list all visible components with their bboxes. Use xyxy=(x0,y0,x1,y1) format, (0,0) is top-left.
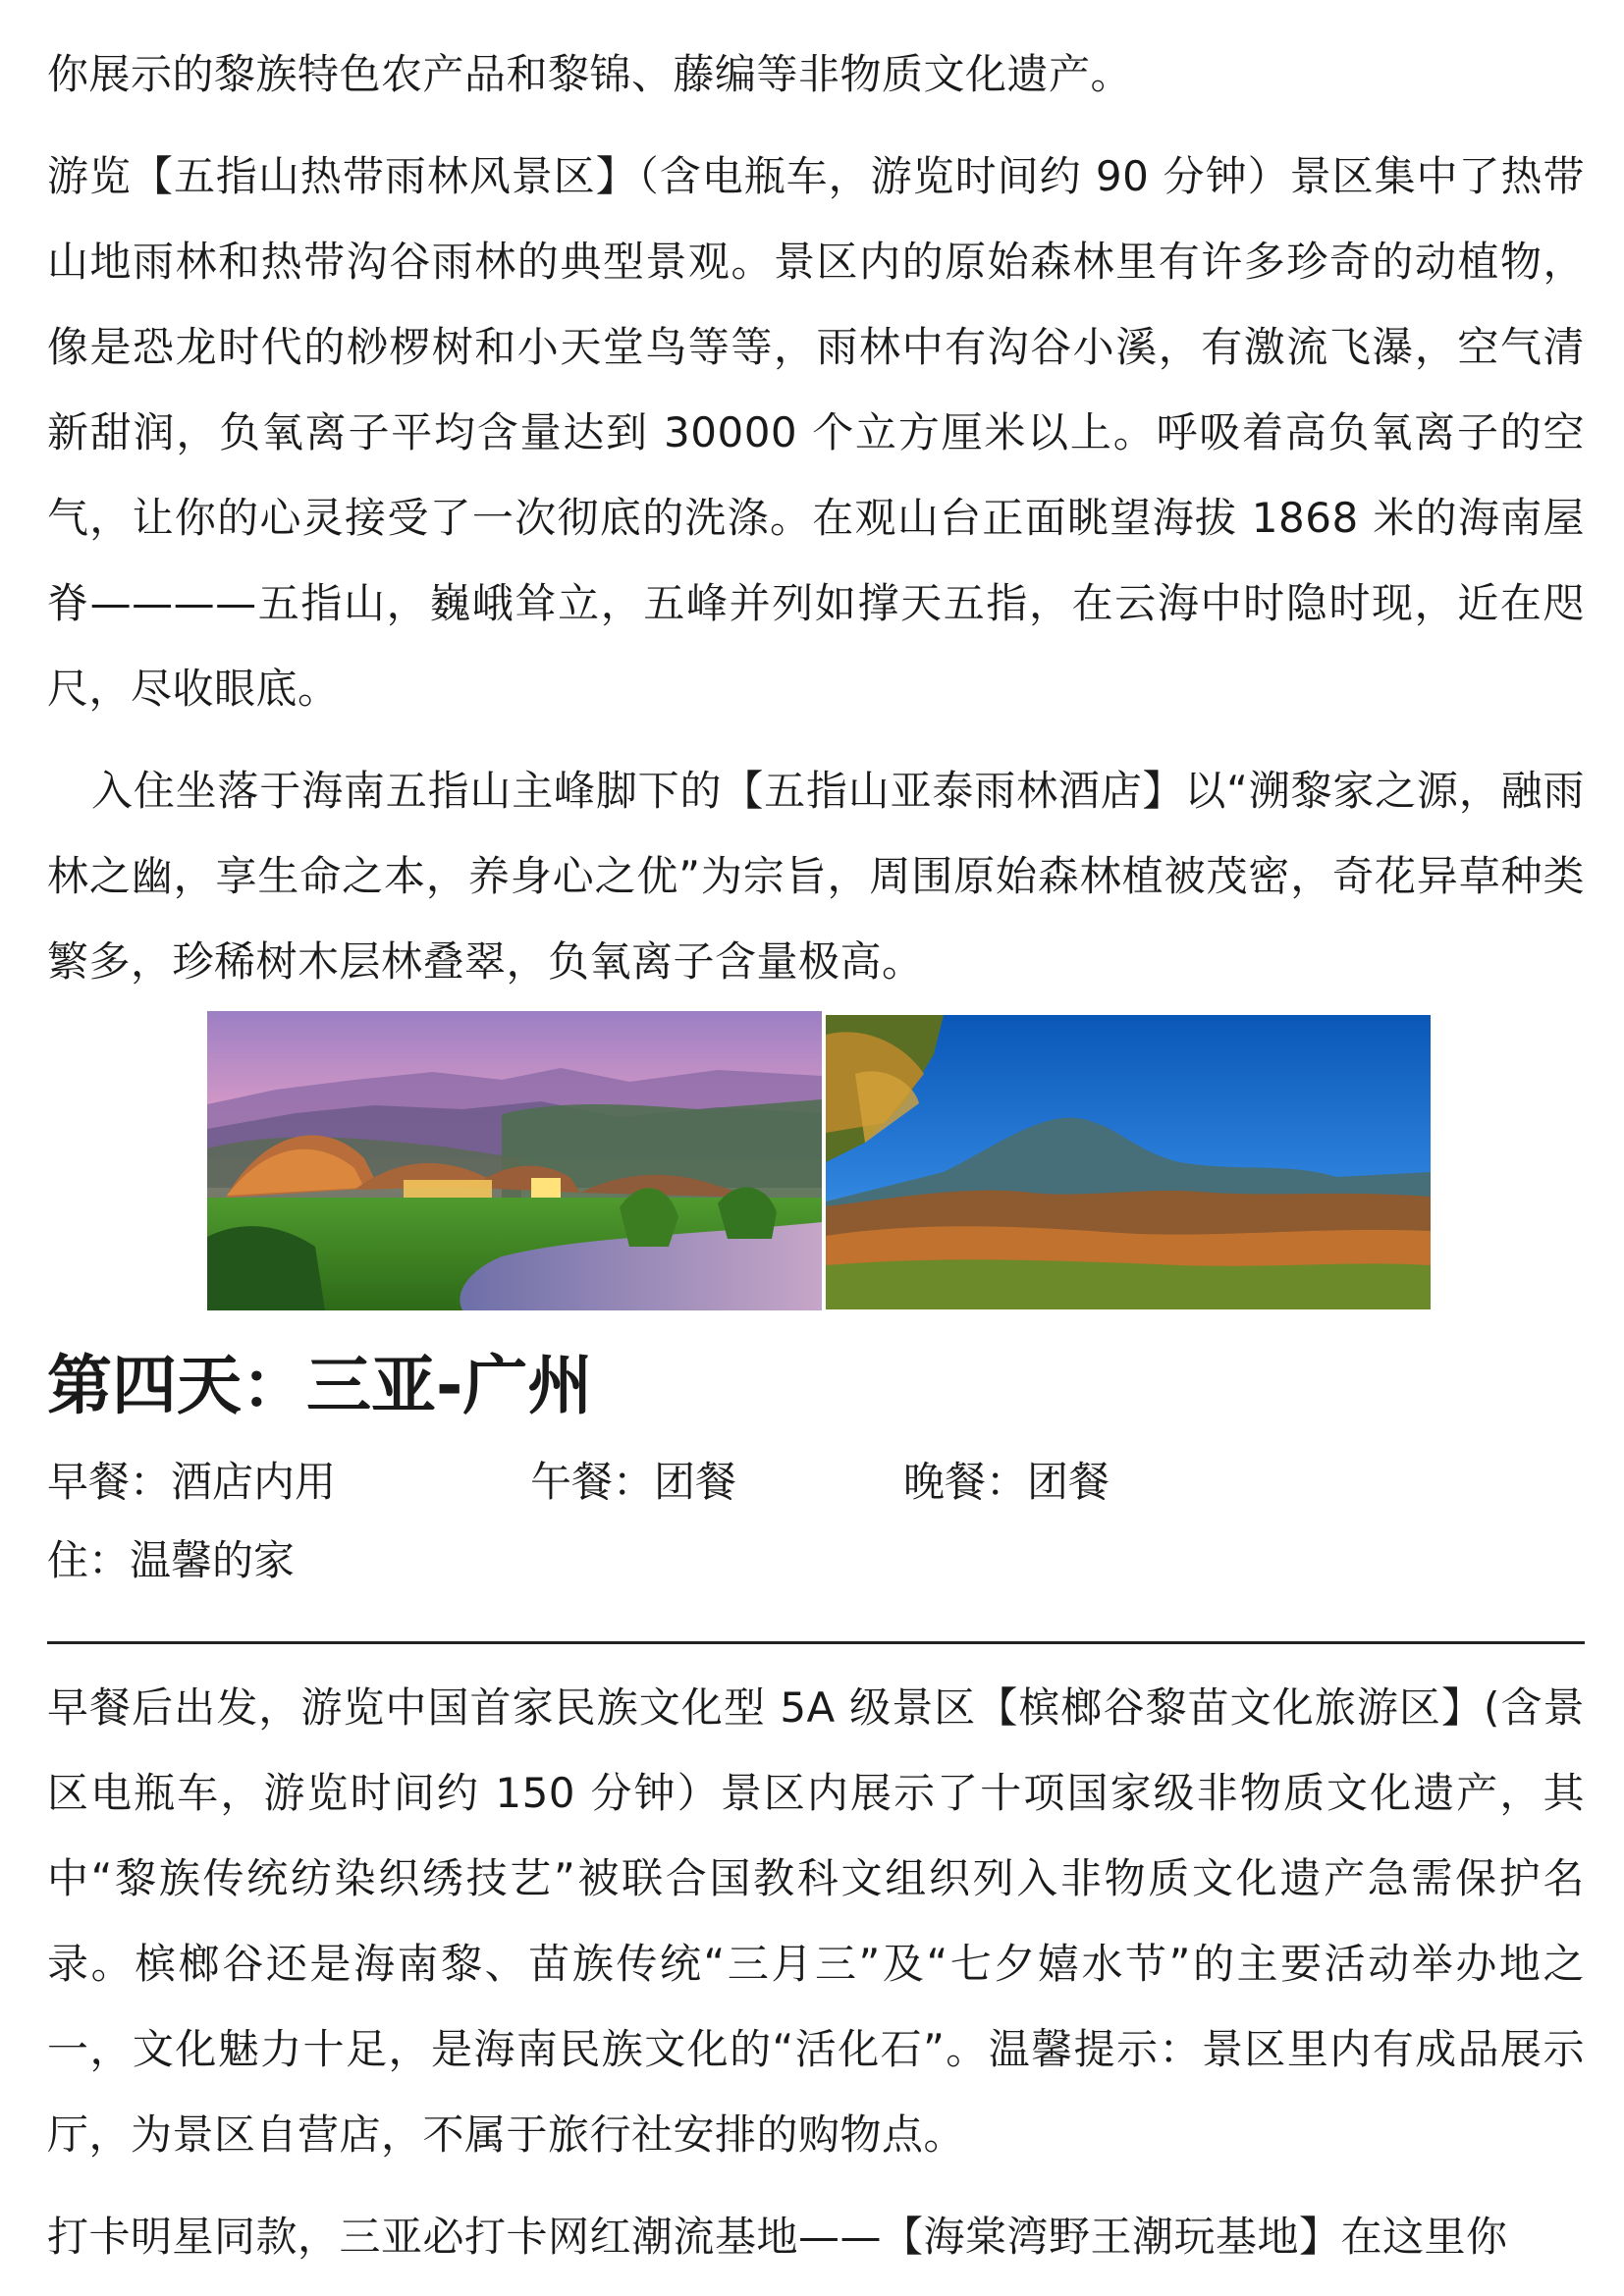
wuzhi-mountain-image xyxy=(826,1015,1431,1309)
intro-tail-paragraph: 你展示的黎族特色农产品和黎锦、藤编等非物质文化遗产。 xyxy=(47,50,1133,98)
lodging-info: 住：温馨的家 xyxy=(47,1536,296,1584)
wuzhi-mountain-photo xyxy=(826,1015,1431,1309)
breakfast-info: 早餐：酒店内用 xyxy=(47,1458,337,1506)
betel-valley-paragraph: 早餐后出发，游览中国首家民族文化型 5A 级景区【槟榔谷黎苗文化旅游区】(含景区电瓶车，游览时间约 150 分钟）景区内展示了十项国家级非物质文化遗产，其中“黎族传统纺染织绣技艺”被联合国教科文组织列入非物质文化遗产急需保护名录。槟榔谷还是海南黎、苗族传统“三月三”及“七夕嬉水节”的主要活动举办地之一，文化魅力十足，是海南民族文化的“活化石”。温馨提示：景区里内有成品展示厅，为景区自营店，不属于旅行社安排的购物点。 xyxy=(47,1683,1585,2159)
photo-strip xyxy=(207,1011,1431,1310)
section-divider xyxy=(47,1641,1585,1644)
checkin-paragraph: 打卡明星同款，三亚必打卡网红潮流基地——【海棠湾野王潮玩基地】在这里你 xyxy=(47,2213,1508,2261)
hotel-resort-photo xyxy=(207,1011,822,1310)
day-four-title: 第四天：三亚-广州 xyxy=(47,1348,593,1423)
rainforest-paragraph: 游览【五指山热带雨林风景区】（含电瓶车，游览时间约 90 分钟）景区集中了热带山地雨林和热带沟谷雨林的典型景观。景区内的原始森林里有许多珍奇的动植物，像是恐龙时代的桫椤树和小天堂鸟等等，雨林中有沟谷小溪，有激流飞瀑，空气清新甜润，负氧离子平均含量达到 30000 个立方厘米以上。呼吸着高负氧离子的空气，让你的心灵接受了一次彻底的洗涤。在观山台正面眺望海拔 1868 米的海南屋脊————五指山，巍峨耸立，五峰并列如撑天五指，在云海中时隐时现，近在咫尺，尽收眼底。 xyxy=(47,152,1585,713)
dinner-info: 晚餐：团餐 xyxy=(903,1458,1110,1506)
lunch-info: 午餐：团餐 xyxy=(530,1458,737,1506)
hotel-paragraph: 入住坐落于海南五指山主峰脚下的【五指山亚泰雨林酒店】以“溯黎家之源，融雨林之幽，享生命之本，养身心之优”为宗旨，周围原始森林植被茂密，奇花异草种类繁多，珍稀树木层林叠翠，负氧离子含量极高。 xyxy=(47,767,1585,986)
hotel-resort-image xyxy=(207,1011,822,1310)
